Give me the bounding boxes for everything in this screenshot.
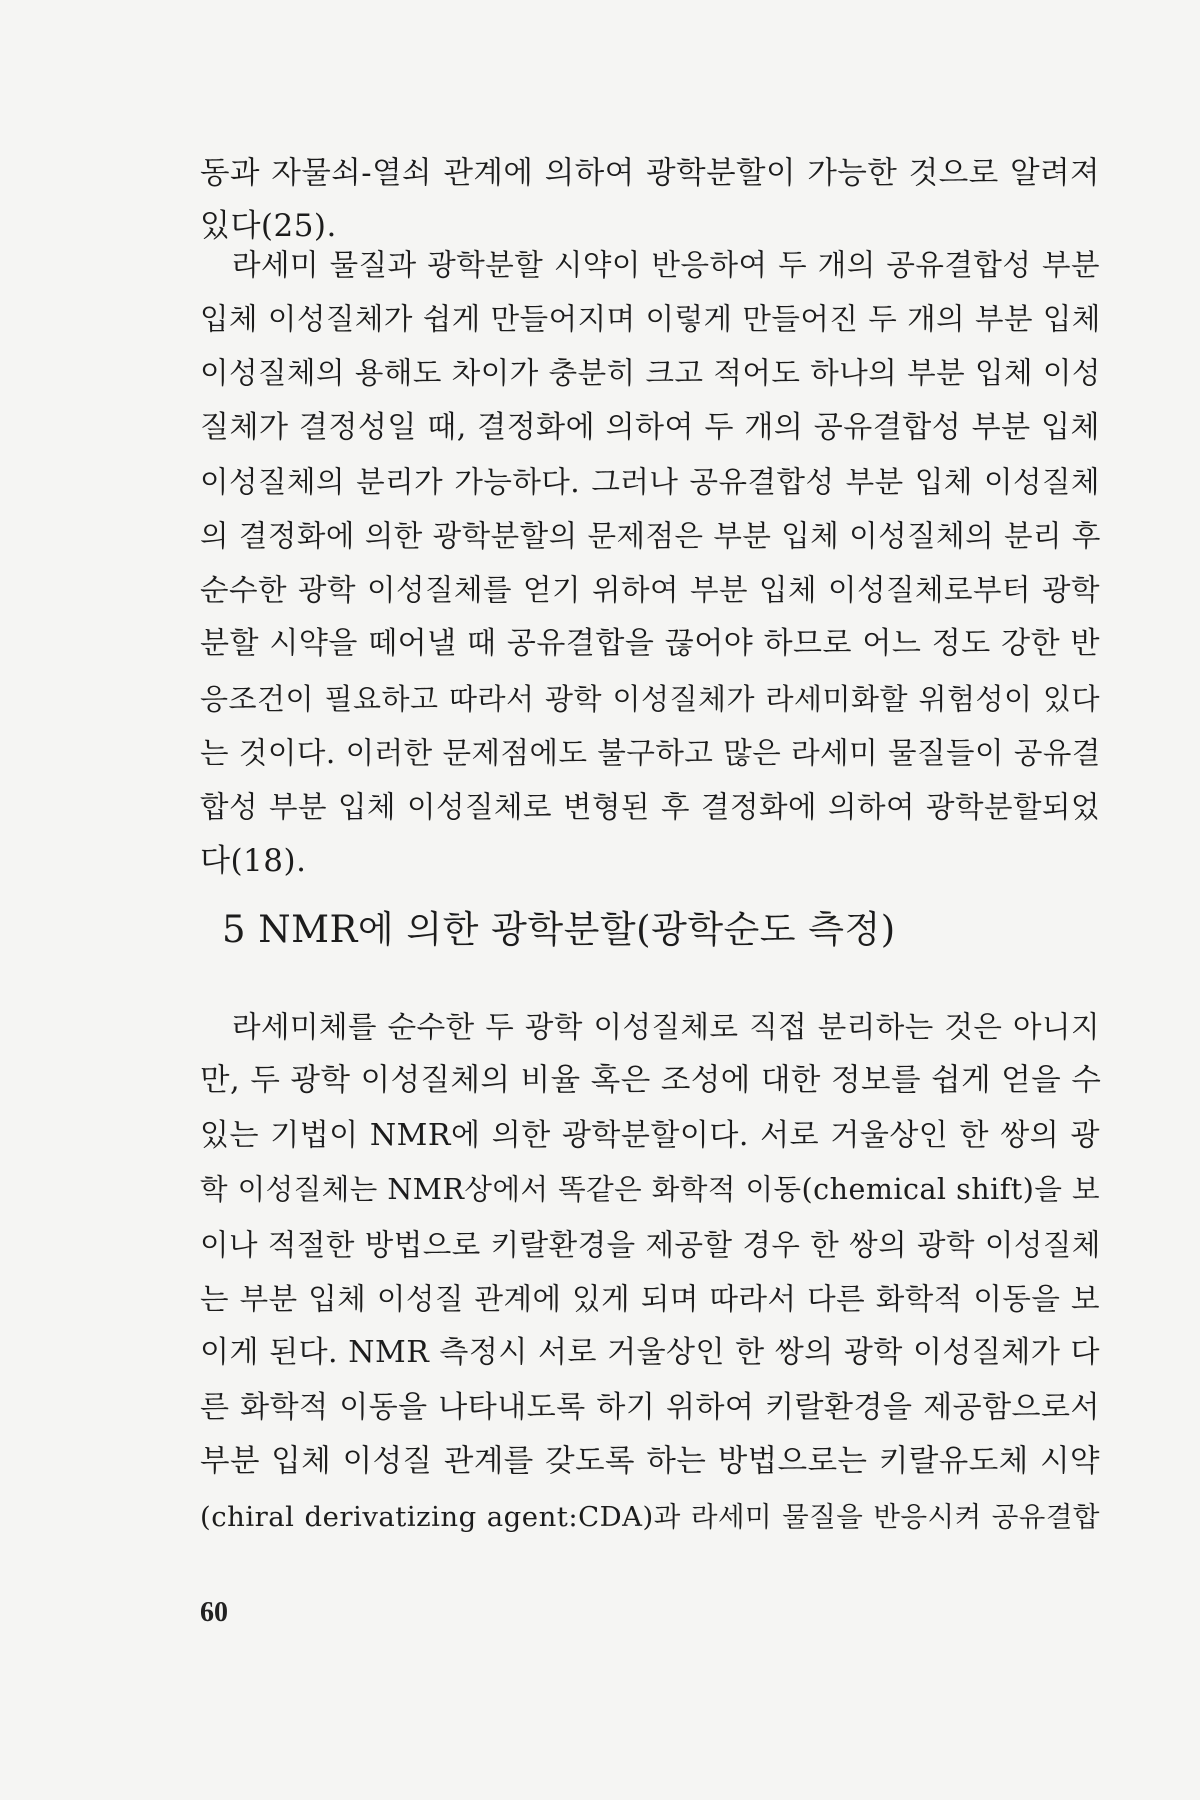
text-line: 른 화학적 이동을 나타내도록 하기 위하여 키랄환경을 제공함으로서 [200, 1389, 1100, 1425]
text-line: 부분 입체 이성질 관계를 갖도록 하는 방법으로는 키랄유도체 시약 [200, 1444, 1100, 1480]
text-line: 질체가 결정성일 때, 결정화에 의하여 두 개의 공유결합성 부분 입체 [200, 409, 1100, 445]
paragraph-nmr-resolution [200, 1000, 1100, 1544]
page-number: 60 [200, 1597, 228, 1628]
text-line: 있는 기법이 NMR에 의한 광학분할이다. 서로 거울상인 한 쌍의 광 [200, 1117, 1100, 1153]
text-line: 다(18). [200, 843, 307, 880]
text-line: 는 부분 입체 이성질 관계에 있게 되며 따라서 다른 화학적 이동을 보 [200, 1281, 1100, 1316]
text-line: 있다(25). [200, 208, 337, 244]
text-line: 이성질체의 분리가 가능하다. 그러나 공유결합성 부분 입체 이성질체 [200, 464, 1100, 499]
text-line: 이성질체의 용해도 차이가 충분히 크고 적어도 하나의 부분 입체 이성 [200, 356, 1101, 391]
text-line: 라세미체를 순수한 두 광학 이성질체로 직접 분리하는 것은 아니지 [232, 1010, 1100, 1044]
text-line: 응조건이 필요하고 따라서 광학 이성질체가 라세미화할 위험성이 있다 [200, 681, 1100, 716]
text-line: (chiral derivatizing agent:CDA)과 라세미 물질을 반응시켜 공유결합 [200, 1500, 1100, 1533]
text-line: 순수한 광학 이성질체를 얻기 위하여 부분 입체 이성질체로부터 광학 [200, 573, 1100, 608]
text-line: 만, 두 광학 이성질체의 비율 혹은 조성에 대한 정보를 쉽게 얻을 수 [200, 1063, 1102, 1099]
text-line: 합성 부분 입체 이성질체로 변형된 후 결정화에 의하여 광학분할되었 [200, 789, 1100, 824]
text-line: 의 결정화에 의한 광학분할의 문제점은 부분 입체 이성질체의 분리 후 [200, 518, 1101, 553]
text-line: 학 이성질체는 NMR상에서 똑같은 화학적 이동(chemical shift)을 보 [200, 1173, 1100, 1207]
text-line: 이나 적절한 방법으로 키랄환경을 제공할 경우 한 쌍의 광학 이성질체 [200, 1227, 1101, 1262]
paragraph-covalent-resolution [200, 238, 1100, 888]
text-line: 이게 된다. NMR 측정시 서로 거울상인 한 쌍의 광학 이성질체가 다 [200, 1335, 1100, 1371]
text-line: 분할 시약을 떼어낼 때 공유결합을 끊어야 하므로 어느 정도 강한 반 [200, 626, 1100, 662]
text-line: 라세미 물질과 광학분할 시약이 반응하여 두 개의 공유결합성 부분 [232, 248, 1100, 282]
text-line: 입체 이성질체가 쉽게 만들어지며 이렇게 만들어진 두 개의 부분 입체 [200, 302, 1101, 337]
text-line: 동과 자물쇠-열쇠 관계에 의하여 광학분할이 가능한 것으로 알려져 [200, 156, 1100, 191]
text-line: 는 것이다. 이러한 문제점에도 불구하고 많은 라세미 물질들이 공유결 [200, 735, 1101, 770]
section-heading: 5 NMR에 의한 광학분할(광학순도 측정) [222, 908, 896, 951]
